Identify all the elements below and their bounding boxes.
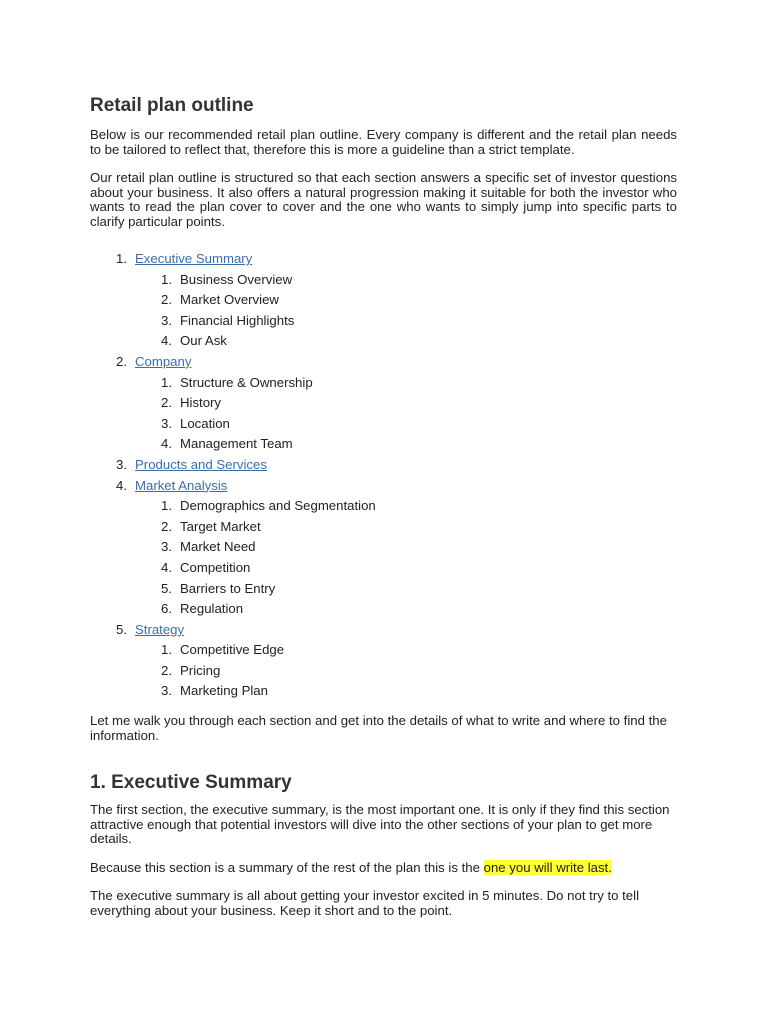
sub-item: 3. Market Need [161,539,256,555]
sub-item: 4. Our Ask [161,333,227,349]
outline-number: 4. [116,477,127,493]
intro-paragraph-1: Below is our recommended retail plan outline. Every company is different and the retail plan needs to be tailored to reflect that, therefore this is more a guideline than a strict template. [90,127,677,157]
outline-link-market-analysis[interactable]: Market Analysis [135,477,228,493]
sub-item: 2. Market Overview [161,292,279,308]
outline-item [90,620,677,702]
sub-list [90,496,677,620]
outline-number: 3. [116,456,127,472]
outline-link-company[interactable]: Company [135,353,192,369]
section-heading: 1. Executive Summary [90,772,292,794]
outline-list [90,249,677,702]
section-paragraph-1: The first section, the executive summary, is the most important one. It is only if they find this section attractive enough that potential investors will dive into the other sections of your plan to get more details. [90,802,670,847]
sub-item: 1. Business Overview [161,271,293,287]
sub-item: 3. Financial Highlights [161,312,295,328]
outline-link-executive-summary[interactable]: Executive Summary [135,251,253,266]
outline-item [90,352,677,455]
section-paragraph-3: The executive summary is all about getting your investor excited in 5 minutes. Do not try to tell everything about your business. Keep it short and to the point. [90,888,640,918]
sub-item: 4. Management Team [161,436,293,452]
sub-list [90,640,677,702]
outline-item [90,249,677,352]
section-paragraph-2: Because this section is a summary of the rest of the plan this is the one you will write last. [90,859,612,875]
outline-number: 5. [116,621,127,637]
outline-number: 2. [116,353,127,369]
sub-item: 3. Location [161,415,230,431]
walkthrough-paragraph: Let me walk you through each section and get into the details of what to write and where to find the information. [90,713,667,743]
outline-item [90,455,677,476]
sub-list [90,270,677,352]
sub-list [90,373,677,455]
sub-item: 6. Regulation [161,601,244,617]
outline-item [90,476,677,620]
outline-link-products-and-services[interactable]: Products and Services [135,456,267,472]
document-page [90,94,677,918]
sub-item: 1. Structure & Ownership [161,374,313,390]
sub-item: 4. Competition [161,559,251,575]
sub-item: 1. Demographics and Segmentation [161,498,376,514]
executive-summary-section [90,771,677,918]
highlighted-text: one you will write last. [483,859,612,875]
page-title: Retail plan outline [90,95,254,116]
sub-item: 1. Competitive Edge [161,642,285,658]
sub-item: 2. Target Market [161,518,261,534]
sub-item: 3. Marketing Plan [161,683,268,699]
intro-paragraph-2: Our retail plan outline is structured so that each section answers a specific set of investor questions about your business. It also offers a natural progression making it suitable for both the investor who wants to read the plan cover to cover and the one who wants to simply jump into specific parts to clarify particular points. [90,170,677,229]
outline-link-strategy[interactable]: Strategy [135,621,185,637]
sub-item: 2. History [161,395,222,411]
sub-item: 5. Barriers to Entry [161,580,276,596]
sub-item: 2. Pricing [161,662,221,678]
outline-number: 1. [116,251,127,266]
